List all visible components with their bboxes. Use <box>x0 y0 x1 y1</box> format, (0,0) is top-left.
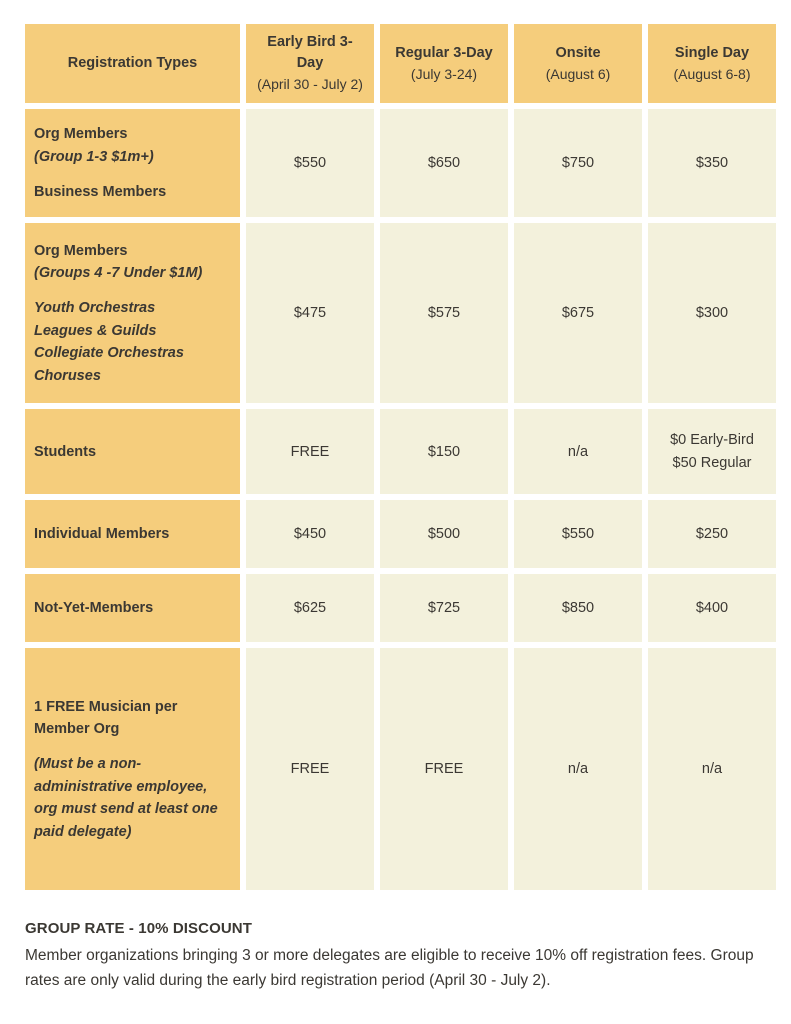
row-label-cell <box>25 500 240 568</box>
rate-value: $550 <box>561 526 595 543</box>
rate-value: $450 <box>293 526 327 543</box>
rate-value: $350 <box>695 155 729 171</box>
row-label-line: (Group 1-3 $1m+) <box>34 148 154 165</box>
column-header-title: Registration Types <box>67 55 198 71</box>
column-header-0 <box>25 24 240 103</box>
column-header-title: Onsite <box>555 44 601 61</box>
rate-cell <box>648 409 776 494</box>
rate-cell <box>380 648 508 890</box>
group-rate-footnote <box>25 918 773 993</box>
rate-cell <box>380 109 508 217</box>
rate-cell <box>648 223 776 403</box>
header-row <box>25 24 776 103</box>
footnote-title: GROUP RATE - 10% DISCOUNT <box>25 920 252 938</box>
rate-value: $650 <box>427 155 461 171</box>
column-header-subtitle: (July 3-24) <box>410 65 478 82</box>
rate-value: $750 <box>561 155 595 171</box>
table-row <box>25 109 776 217</box>
rate-value: n/a <box>701 761 723 778</box>
table-row <box>25 223 776 403</box>
table-body <box>25 109 776 890</box>
row-label-cell <box>25 409 240 494</box>
rate-cell <box>514 223 642 403</box>
rate-value: $250 <box>695 526 729 543</box>
rate-value: $300 <box>695 305 729 322</box>
rate-value: $725 <box>427 600 461 617</box>
rate-cell <box>380 223 508 403</box>
rate-cell <box>246 409 374 494</box>
row-label-line: Member Org <box>34 721 120 737</box>
column-header-1 <box>246 24 374 103</box>
registration-rates-table <box>19 18 782 896</box>
row-label-line: (Groups 4 -7 Under $1M) <box>34 265 203 281</box>
table-header <box>25 24 776 103</box>
column-header-title: Single Day <box>674 44 750 61</box>
rate-cell <box>514 109 642 217</box>
rate-cell <box>246 648 374 890</box>
row-label-cell <box>25 109 240 217</box>
column-header-3 <box>514 24 642 103</box>
row-label-line: Youth Orchestras <box>34 300 156 317</box>
column-header-2 <box>380 24 508 103</box>
rate-cell <box>246 223 374 403</box>
table-row <box>25 500 776 568</box>
row-label-line: Org Members <box>34 242 128 259</box>
row-label-line: Students <box>34 443 97 460</box>
rate-cell <box>648 574 776 642</box>
rate-value: $550 <box>293 155 327 171</box>
column-header-subtitle: (April 30 - July 2) <box>257 76 363 93</box>
row-label-line: 1 FREE Musician per <box>34 698 178 715</box>
row-label-line: Leagues & Guilds <box>34 322 157 339</box>
row-label-line: Business Members <box>34 183 167 200</box>
table-row <box>25 648 776 890</box>
column-header-subtitle: (August 6) <box>545 65 611 82</box>
rate-cell <box>380 409 508 494</box>
rate-cell <box>648 500 776 568</box>
rate-cell <box>514 648 642 890</box>
row-label-line: Org Members <box>34 126 128 143</box>
rate-cell <box>648 109 776 217</box>
column-header-title: Early Bird 3-Day <box>267 34 353 72</box>
rate-value: $850 <box>561 600 595 617</box>
rate-cell <box>380 500 508 568</box>
row-label-line: org must send at least one <box>34 801 218 818</box>
row-label-spacer <box>34 284 230 297</box>
row-label-line: (Must be a non- <box>34 756 142 773</box>
rate-cell <box>246 574 374 642</box>
rate-value: $50 Regular <box>672 454 752 471</box>
rate-cell <box>514 500 642 568</box>
row-label-cell <box>25 223 240 403</box>
row-label-line: Individual Members <box>34 526 170 543</box>
row-label-cell <box>25 574 240 642</box>
rate-value: $0 Early-Bird <box>670 432 754 449</box>
column-header-4 <box>648 24 776 103</box>
table-row <box>25 409 776 494</box>
rate-value: n/a <box>567 761 589 778</box>
row-label-line: administrative employee, <box>34 778 208 795</box>
rate-value: $675 <box>561 305 595 322</box>
table-row <box>25 574 776 642</box>
rate-cell <box>246 109 374 217</box>
rate-value: FREE <box>290 761 330 778</box>
rate-value: $625 <box>293 600 327 617</box>
column-header-subtitle: (August 6-8) <box>673 65 751 82</box>
footnote-body: Member organizations bringing 3 or more delegates are eligible to receive 10% off registration fees. Group rates are only valid during the early bird registration period (April 30 - July 2). <box>25 946 754 990</box>
rate-cell <box>246 500 374 568</box>
rate-value: $575 <box>427 305 461 322</box>
rate-cell <box>380 574 508 642</box>
rate-cell <box>514 574 642 642</box>
rate-value: $400 <box>695 600 729 617</box>
row-label-line: paid delegate) <box>34 823 132 840</box>
row-label-spacer <box>34 740 230 753</box>
row-label-line: Not-Yet-Members <box>34 600 154 617</box>
row-label-line: Choruses <box>34 367 101 384</box>
rate-value: n/a <box>567 443 589 460</box>
rate-value: $150 <box>427 443 461 460</box>
rate-cell <box>514 409 642 494</box>
rate-value: FREE <box>290 443 330 460</box>
row-label-cell <box>25 648 240 890</box>
row-label-line: Collegiate Orchestras <box>34 345 184 362</box>
row-label-spacer <box>34 168 230 181</box>
rate-value: FREE <box>424 761 464 778</box>
rate-value: $475 <box>293 305 327 322</box>
rate-value: $500 <box>427 526 461 543</box>
rate-cell <box>648 648 776 890</box>
column-header-title: Regular 3-Day <box>395 44 493 61</box>
